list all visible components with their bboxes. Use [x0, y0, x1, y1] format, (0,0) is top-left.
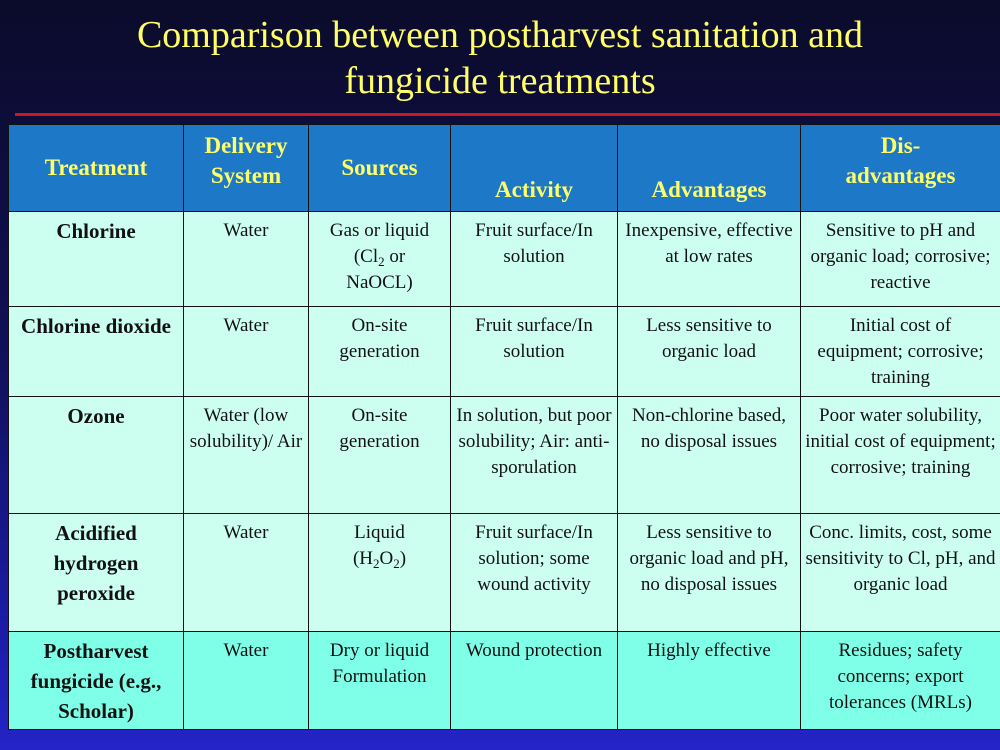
title-line-1: Comparison between postharvest sanitation and	[136, 14, 864, 56]
header-delivery-line1: Delivery	[204, 133, 288, 158]
treatment-cell: Chlorine	[9, 212, 184, 307]
sources-line: Gas or liquid	[329, 220, 430, 241]
advantages-cell: Less sensitive to organic load	[618, 307, 801, 397]
sources-cell: Dry or liquid Formulation	[309, 632, 451, 730]
sources-cell	[309, 212, 451, 307]
header-disadvantages	[801, 125, 1000, 212]
delivery-cell: Water	[184, 307, 309, 397]
header-row	[9, 125, 1000, 212]
header-activity: Activity	[451, 125, 618, 212]
subscript: 2	[373, 556, 380, 571]
advantages-cell: Non-chlorine based, no disposal issues	[618, 397, 801, 514]
disadvantages-cell: Sensitive to pH and organic load; corrosive; reactive	[801, 212, 1000, 307]
activity-cell: Wound protection	[451, 632, 618, 730]
sources-text: O	[379, 548, 394, 569]
title-divider	[15, 113, 1000, 116]
sources-line: NaOCL)	[346, 272, 413, 293]
header-delivery-system	[184, 125, 309, 212]
activity-cell: Fruit surface/In solution	[451, 212, 618, 307]
header-advantages: Advantages	[618, 125, 801, 212]
disadvantages-cell: Conc. limits, cost, some sensitivity to Cl, pH, and organic load	[801, 514, 1000, 632]
table-row	[9, 212, 1000, 307]
slide-title	[0, 12, 1000, 104]
table-row	[9, 307, 1000, 397]
delivery-cell: Water (low solubility)/ Air	[184, 397, 309, 514]
header-sources: Sources	[309, 125, 451, 212]
table-row	[9, 514, 1000, 632]
activity-cell: In solution, but poor solubility; Air: anti-sporulation	[451, 397, 618, 514]
sources-text: )	[399, 548, 407, 569]
table-row	[9, 632, 1000, 730]
subscript: 2	[378, 254, 385, 269]
title-line-2: fungicide treatments	[344, 60, 656, 102]
treatment-cell: Postharvest fungicide (e.g., Scholar)	[9, 632, 184, 730]
header-disadv-line1: Dis-	[880, 133, 921, 158]
disadvantages-cell: Poor water solubility, initial cost of equipment; corrosive; training	[801, 397, 1000, 514]
disadvantages-cell: Initial cost of equipment; corrosive; training	[801, 307, 1000, 397]
advantages-cell: Inexpensive, effective at low rates	[618, 212, 801, 307]
delivery-cell: Water	[184, 212, 309, 307]
advantages-cell: Less sensitive to organic load and pH, no disposal issues	[618, 514, 801, 632]
sources-cell	[309, 514, 451, 632]
sources-text: (Cl	[353, 246, 379, 267]
sources-cell: On-site generation	[309, 307, 451, 397]
disadvantages-cell: Residues; safety concerns; export tolerances (MRLs)	[801, 632, 1000, 730]
treatment-cell: Acidified hydrogen peroxide	[9, 514, 184, 632]
header-disadv-line2: advantages	[845, 163, 956, 188]
sources-text: or	[384, 246, 406, 267]
delivery-cell: Water	[184, 632, 309, 730]
delivery-cell: Water	[184, 514, 309, 632]
advantages-cell: Highly effective	[618, 632, 801, 730]
treatment-cell: Chlorine dioxide	[9, 307, 184, 397]
sources-text: (H	[352, 548, 373, 569]
activity-cell: Fruit surface/In solution	[451, 307, 618, 397]
subscript: 2	[393, 556, 400, 571]
activity-cell: Fruit surface/In solution; some wound activity	[451, 514, 618, 632]
header-delivery-line2: System	[210, 163, 282, 188]
table-row	[9, 397, 1000, 514]
comparison-table	[8, 124, 1000, 730]
sources-line: Liquid	[354, 522, 405, 543]
sources-cell: On-site generation	[309, 397, 451, 514]
treatment-cell: Ozone	[9, 397, 184, 514]
header-treatment: Treatment	[9, 125, 184, 212]
